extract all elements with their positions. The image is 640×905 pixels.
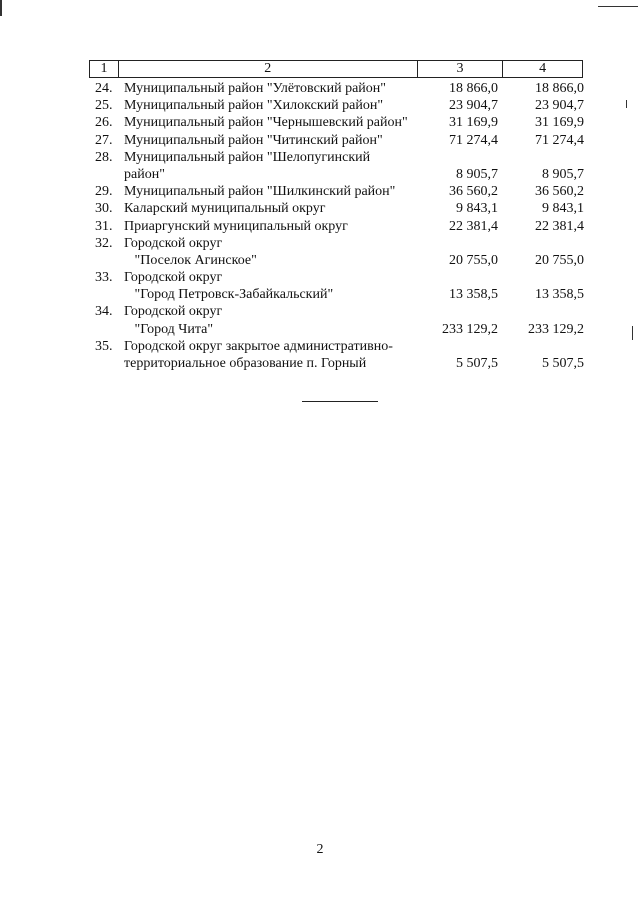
header-col-4: 4 [539,61,547,76]
row-value-col4: 233 129,2 [528,321,584,337]
header-col-2: 2 [119,61,418,77]
row-value-col4: 23 904,7 [535,98,584,114]
row-name-line: Муниципальный район "Чернышевский район" [124,115,408,131]
row-name-line: "Поселок Агинское" [124,252,257,268]
row-name-line: Муниципальный район "Улётовский район" [124,81,386,96]
row-name [124,80,424,97]
row-name-line: "Город Чита" [124,321,214,337]
row-value-col4: 13 358,5 [535,287,584,303]
table-row [0,235,640,269]
table-row [0,200,640,217]
table-header-row [89,60,583,78]
row-number: 27. [95,132,113,148]
scan-mark [0,0,2,16]
scan-mark [626,100,627,108]
row-number: 29. [95,184,113,200]
row-name-line: Каларский муниципальный округ [124,201,326,217]
table-row [0,149,640,183]
row-name-line: Городской округ [124,304,223,320]
row-value-col3: 5 507,5 [456,356,498,372]
row-number: 33. [95,270,113,286]
row-value-col4: 31 169,9 [535,115,584,131]
row-value-col3: 23 904,7 [449,98,498,114]
table-row [0,303,640,337]
table-body [0,80,640,372]
row-name-line: Муниципальный район "Хилокский район" [124,98,384,114]
row-name-line: Муниципальный район "Читинский район" [124,132,383,148]
row-name-line: Приаргунский муниципальный округ [124,218,348,234]
table-row [0,132,640,149]
row-value-col3: 233 129,2 [442,321,498,337]
table-row [0,218,640,235]
row-value-col3: 9 843,1 [456,201,498,217]
row-name-line: Муниципальный район "Шилкинский район" [124,184,396,200]
row-name-line: Городской округ [124,270,223,286]
row-value-col4: 36 560,2 [535,184,584,200]
row-value-col3: 22 381,4 [449,218,498,234]
page-number: 2 [316,842,324,857]
end-divider-line [302,401,378,402]
row-value-col4: 9 843,1 [542,201,584,217]
row-value-col3: 31 169,9 [449,115,498,131]
row-value-col4: 22 381,4 [535,218,584,234]
row-number: 30. [95,201,113,217]
table-row [0,97,640,114]
scan-mark [632,326,633,340]
row-value-col3: 18 866,0 [449,80,498,96]
row-value-col3: 71 274,4 [449,132,498,148]
row-name [124,114,424,131]
row-value-col3: 20 755,0 [449,252,498,268]
row-name [124,303,424,337]
row-name [124,132,424,149]
row-value-col3: 8 905,7 [456,166,498,182]
row-value-col3: 36 560,2 [449,184,498,200]
row-number: 24. [95,81,113,96]
table-row [0,338,640,372]
row-number: 35. [95,338,113,354]
row-number: 32. [95,235,113,251]
row-number: 25. [95,98,113,114]
table-row [0,80,640,97]
row-value-col4: 71 274,4 [535,132,584,148]
row-name [124,200,424,217]
header-col-3: 3 [418,61,504,77]
table-row [0,114,640,131]
table-row [0,269,640,303]
row-name-line: "Город Петровск-Забайкальский" [124,287,334,303]
header-col-1: 1 [90,61,119,77]
row-name [124,183,424,200]
row-name-line: Городской округ закрытое административно- [124,338,393,354]
row-number: 28. [95,149,113,165]
row-value-col4: 18 866,0 [535,80,584,96]
row-number: 34. [95,304,113,320]
table-row [0,183,640,200]
row-name [124,97,424,114]
row-name-line: Городской округ [124,235,223,251]
row-name [124,338,424,372]
row-value-col4: 8 905,7 [542,166,584,182]
row-value-col4: 20 755,0 [535,252,584,268]
row-number: 31. [95,218,113,234]
row-name-line: территориальное образование п. Горный [124,356,367,372]
row-value-col3: 13 358,5 [449,287,498,303]
row-number: 26. [95,115,113,131]
scan-mark [598,6,638,7]
row-name [124,269,424,303]
row-name [124,235,424,269]
row-name [124,149,424,183]
row-name-line: район" [124,166,165,182]
row-name-line: Муниципальный район "Шелопугинский [124,149,371,165]
row-value-col4: 5 507,5 [542,356,584,372]
row-name [124,218,424,235]
